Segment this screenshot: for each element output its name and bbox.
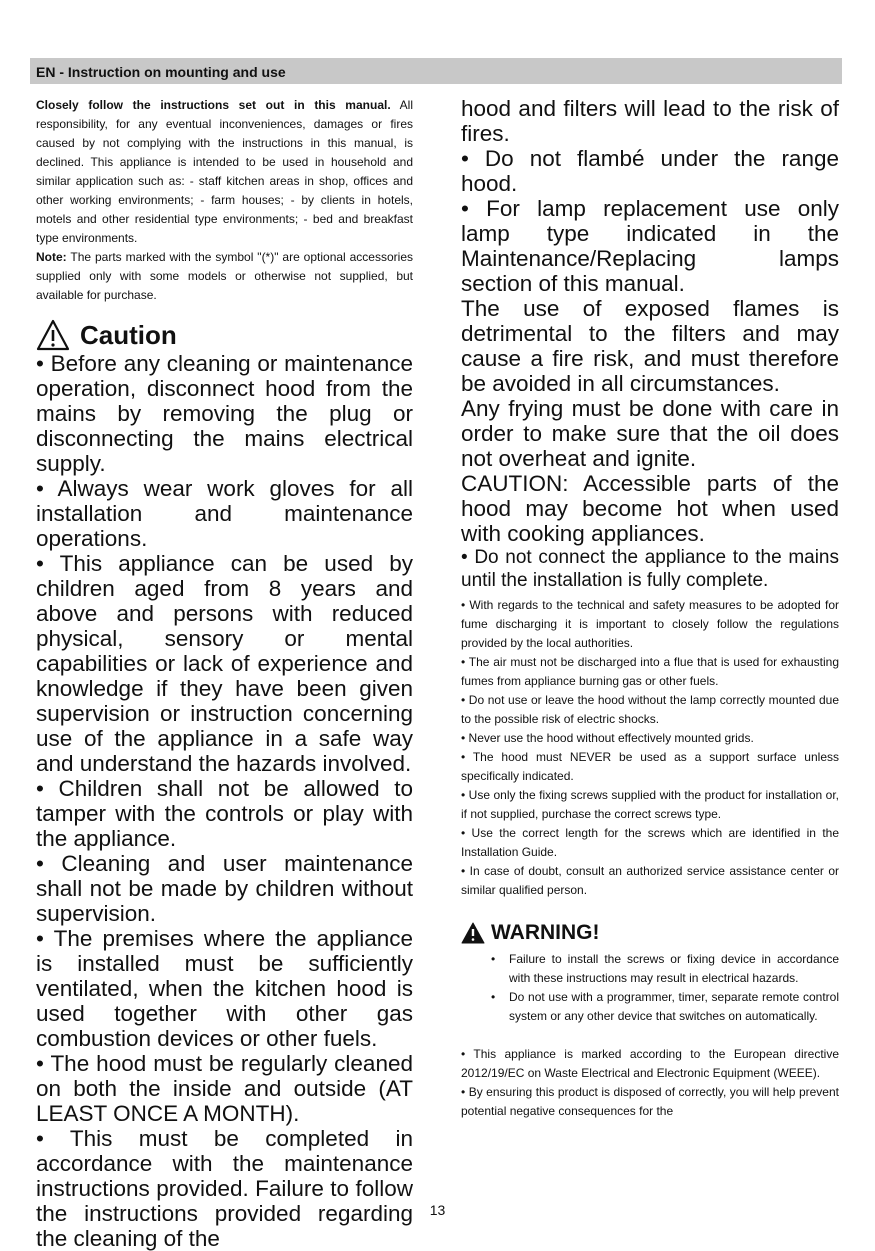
left-column — [36, 96, 413, 1251]
note-label: Note: — [36, 250, 67, 264]
caution-item: • This must be completed in accordance with the maintenance instructions provided. Failure to follow the instructions provided regarding the cleaning of the — [36, 1126, 413, 1251]
caution-item: • Children shall not be allowed to tamper with the controls or play with the appliance. — [36, 776, 413, 851]
caution-heading — [36, 319, 413, 351]
warning-item: • Do not use with a programmer, timer, separate remote control system or any other device that switches on automatically. — [509, 988, 839, 1026]
safety-item-small: • Use only the fixing screws supplied with the product for installation or, if not supplied, purchase the correct screws type. — [461, 788, 839, 821]
safety-item-small: • Do not use or leave the hood without the lamp correctly mounted due to the possible risk of electric shocks. — [461, 693, 839, 726]
section-header-bar — [30, 58, 842, 84]
caution-item: • The hood must be regularly cleaned on both the inside and outside (AT LEAST ONCE A MONTH). — [36, 1051, 413, 1126]
warning-list — [461, 950, 839, 1026]
warning-item: • Failure to install the screws or fixing device in accordance with these instructions may result in electrical hazards. — [509, 950, 839, 988]
safety-item: • For lamp replacement use only lamp type indicated in the Maintenance/Replacing lamps section of this manual. — [461, 196, 839, 296]
safety-item: • Do not flambé under the range hood. — [461, 146, 839, 196]
caution-item: • Before any cleaning or maintenance operation, disconnect hood from the mains by removing the plug or disconnecting the mains electrical supply. — [36, 351, 413, 476]
safety-item-small: • In case of doubt, consult an authorized service assistance center or similar qualified person. — [461, 864, 839, 897]
safety-item-small: • The air must not be discharged into a flue that is used for exhausting fumes from appliance burning gas or other fuels. — [461, 655, 839, 688]
safety-item: hood and filters will lead to the risk of fires. — [461, 96, 839, 146]
caution-item: • This appliance can be used by children aged from 8 years and above and persons with reduced physical, sensory or mental capabilities or lack of experience and knowledge if they have been given supervision or instruction concerning use of the appliance in a safe way and understand the hazards involved. — [36, 551, 413, 776]
note-paragraph — [36, 248, 413, 305]
warning-filled-icon — [461, 922, 485, 944]
safety-item-small: • The hood must NEVER be used as a support surface unless specifically indicated. — [461, 750, 839, 783]
safety-item: CAUTION: Accessible parts of the hood may become hot when used with cooking appliances. — [461, 471, 839, 546]
safety-item: The use of exposed flames is detrimental to the filters and may cause a fire risk, and must therefore be avoided in all circumstances. — [461, 296, 839, 396]
intro-lead-bold: Closely follow the instructions set out in this manual. — [36, 98, 391, 112]
weee-item: • By ensuring this product is disposed of correctly, you will help prevent potential negative consequences for the — [461, 1085, 839, 1118]
caution-item: • Cleaning and user maintenance shall not be made by children without supervision. — [36, 851, 413, 926]
safety-item-small: • Use the correct length for the screws which are identified in the Installation Guide. — [461, 826, 839, 859]
intro-lead-text: All responsibility, for any eventual inconveniences, damages or fires caused by not complying with the instructions in this manual, is declined. This appliance is intended to be used in household and similar application such as: - staff kitchen areas in shop, offices and other working environments; - farm houses; - by clients in hotels, motels and other residential type environments; - bed and breakfast type environments. — [36, 98, 413, 245]
caution-item: • Always wear work gloves for all installation and maintenance operations. — [36, 476, 413, 551]
weee-item: • This appliance is marked according to the European directive 2012/19/EC on Waste Electrical and Electronic Equipment (WEEE). — [461, 1047, 839, 1080]
safety-item-small: • With regards to the technical and safety measures to be adopted for fume discharging it is important to closely follow the regulations provided by the local authorities. — [461, 598, 839, 650]
warning-triangle-icon — [36, 319, 70, 351]
caution-title: Caution — [80, 320, 177, 350]
intro-paragraph — [36, 96, 413, 248]
page-number: 13 — [429, 1202, 446, 1218]
safety-item-medium: • Do not connect the appliance to the mains until the installation is fully complete. — [461, 547, 839, 591]
right-column — [461, 96, 839, 1121]
section-header-title: EN - Instruction on mounting and use — [36, 64, 286, 80]
warning-title: WARNING! — [491, 921, 600, 944]
note-text: The parts marked with the symbol "(*)" are optional accessories supplied only with some models or otherwise not supplied, but available for purchase. — [36, 250, 413, 302]
caution-item: • The premises where the appliance is installed must be sufficiently ventilated, when the kitchen hood is used together with other gas combustion devices or other fuels. — [36, 926, 413, 1051]
safety-item: Any frying must be done with care in order to make sure that the oil does not overheat and ignite. — [461, 396, 839, 471]
warning-heading — [461, 920, 839, 946]
safety-item-small: • Never use the hood without effectively mounted grids. — [461, 731, 754, 745]
